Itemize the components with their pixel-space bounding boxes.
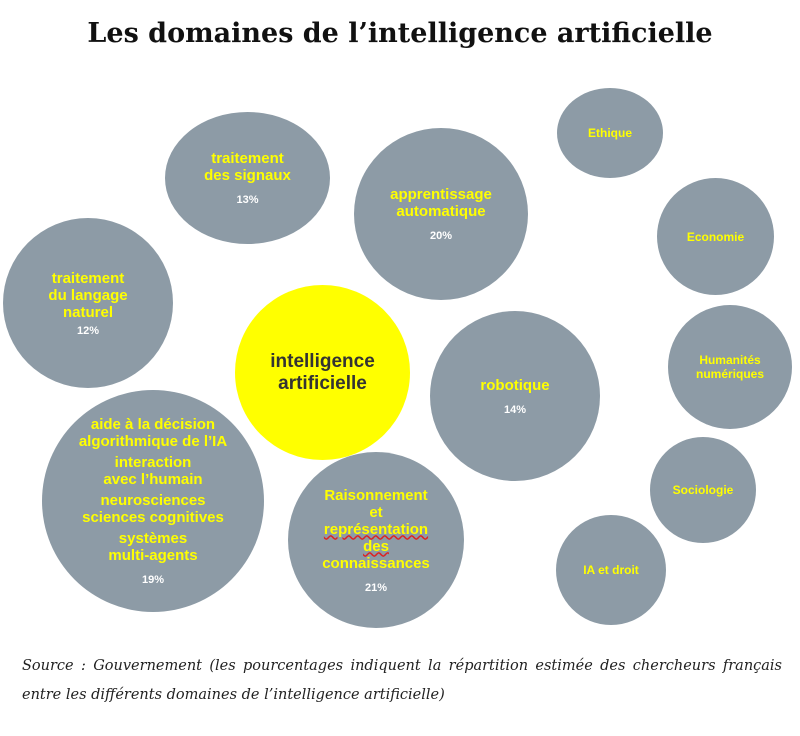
bubble-label: Sociologie [672, 483, 734, 497]
center-label: intelligence artificielle [270, 350, 375, 394]
bubble-percentage: 19% [141, 574, 165, 586]
bubble-label: traitement du langage naturel [48, 269, 128, 321]
bubble-label: systèmes multi-agents [108, 530, 198, 564]
bubble-label: IA et droit [583, 563, 639, 577]
bubble-percentage: 13% [236, 194, 259, 206]
bubble-label: aide à la décision algorithmique de l’IA [78, 416, 228, 450]
bubble-label: Humanités numériques [695, 353, 764, 381]
bubble-raisonnement [288, 452, 464, 628]
bubble-humanites-numeriques [668, 305, 792, 429]
bubble-label: représentation [323, 520, 429, 538]
bubble-label: connaissances [322, 554, 430, 572]
diagram-title: Les domaines de l’intelligence artificielle [87, 18, 713, 49]
bubble-economie [657, 178, 774, 295]
bubble-percentage: 14% [503, 403, 527, 416]
bubble-label: Raisonnement et [324, 486, 428, 521]
bubble-label: apprentissage automatique [390, 186, 492, 220]
bubble-label: Ethique [588, 126, 632, 140]
bubble-percentage: 21% [364, 581, 388, 594]
bubble-label: neurosciences sciences cognitives [82, 492, 224, 526]
bubble-robotique [430, 311, 600, 481]
bubble-label: des [363, 537, 389, 555]
bubble-apprentissage-automatique [354, 128, 528, 300]
bubble-ia-et-droit [556, 515, 666, 625]
bubble-label: Economie [686, 229, 745, 244]
bubble-label: robotique [480, 376, 550, 394]
bubble-percentage: 12% [76, 324, 100, 337]
bubble-label: interaction avec l’humain [103, 454, 203, 488]
bubble-percentage: 20% [429, 230, 453, 242]
bubble-ethique [557, 88, 663, 178]
center-bubble-intelligence-artificielle [235, 285, 410, 460]
bubble-aide-decision [42, 390, 264, 612]
bubble-traitement-langage [3, 218, 173, 388]
bubble-traitement-signaux [165, 112, 330, 244]
bubble-label: traitement des signaux [204, 150, 291, 184]
bubble-sociologie [650, 437, 756, 543]
source-caption: Source : Gouvernement (les pourcentages indiquent la répartition estimée des chercheurs français entre les différents domaines de l’intelligence artificielle) [22, 658, 782, 703]
